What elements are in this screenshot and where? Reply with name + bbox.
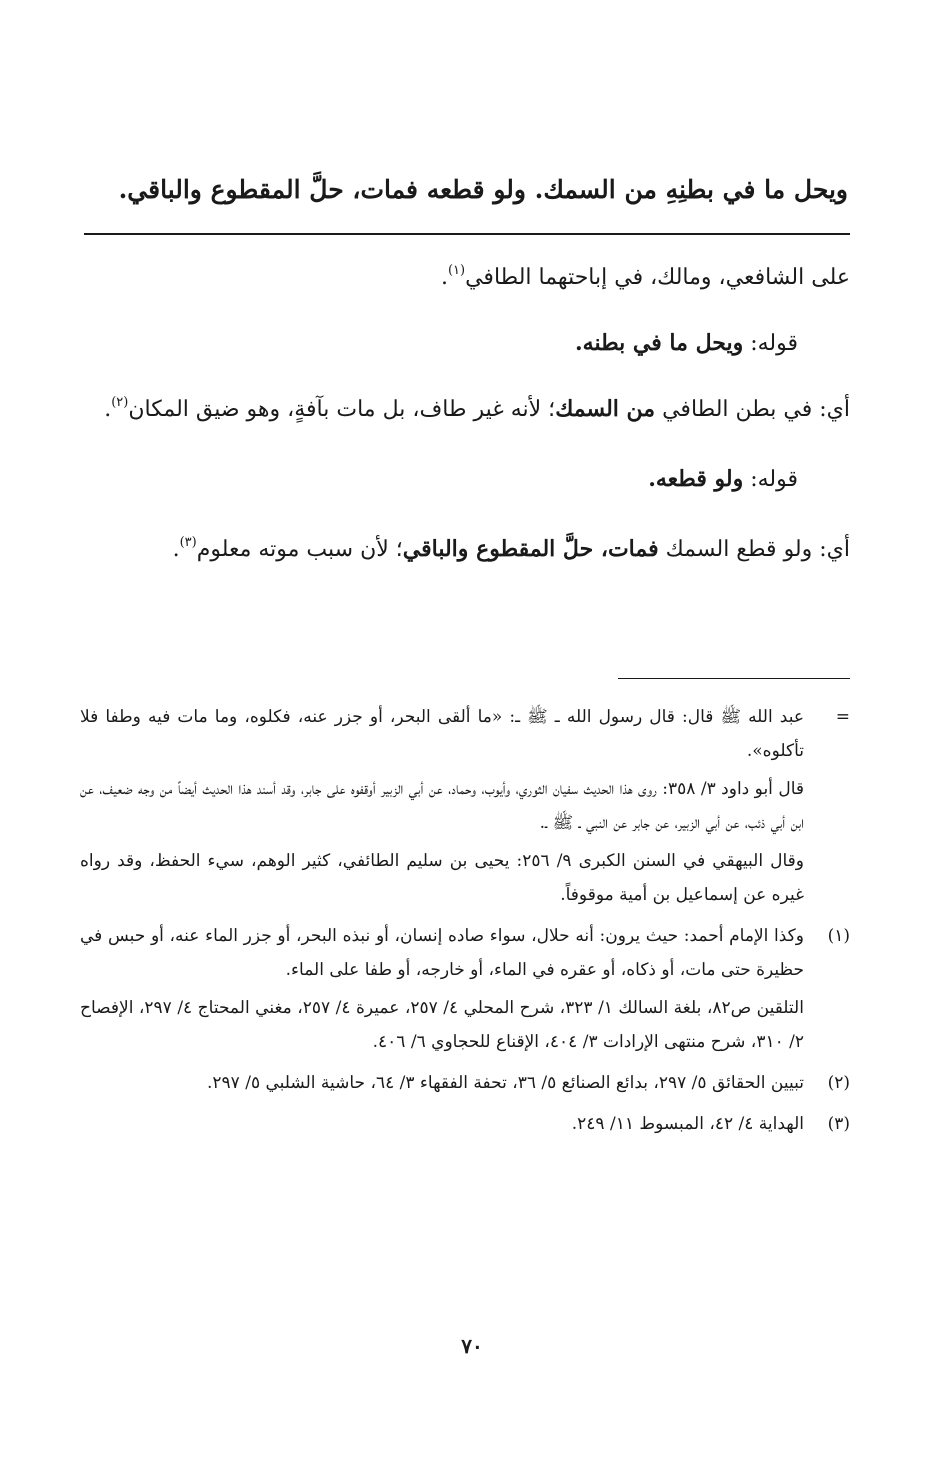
footnotes-section [80, 700, 850, 1148]
quote-bold-text: ويحل ما في بطنه. [575, 330, 744, 356]
footnote-text [80, 919, 804, 1063]
footnote-text [80, 1107, 804, 1145]
footnote-paragraph: وقال البيهقي في السنن الكبرى ٩/ ٢٥٦: يحيى بن سليم الطائفي، كثير الوهم، سيء الحفظ، وقد رواه غيره عن إسماعيل بن أمية موقوفاً. [80, 851, 804, 905]
footnote-marker: = [835, 707, 850, 727]
paragraph-end: . [104, 397, 112, 422]
footnote-text [80, 700, 804, 916]
paragraph-text: أي: في بطن الطافي [655, 397, 850, 422]
paragraph-end: . [440, 265, 448, 290]
footnote-separator-rule [618, 678, 850, 679]
footnote-text [80, 1066, 804, 1104]
commentary-paragraph-2 [80, 387, 850, 432]
paragraph-bold-text: فمات، حلَّ المقطوع والباقي [402, 536, 659, 562]
quote-label: قوله: [743, 331, 798, 356]
footnote-ref-3[interactable]: (٣) [179, 535, 197, 550]
footnote-continuation [80, 700, 850, 916]
footnote-paragraph: عبد الله ﷺ قال: قال رسول الله ـ ﷺ ـ: «ما ألقى البحر، أو جزر عنه، فكلوه، وما مات فيه وطفا فلا تأكلوه». [80, 707, 804, 761]
paragraph-text: على الشافعي، ومالك، في إباحتهما الطافي [465, 265, 850, 290]
footnote-paragraph: قال أبو داود ٣/ ٣٥٨: روى هذا الحديث سفيان الثوري، وأيوب، وحماد، عن أبي الزبير أوقفوه على جابر، وقد أسند هذا الحديث أيضاً من وجه ضعيف، عن ابن أبي ذئب، عن أبي الزبير، عن جابر عن النبي ـ ﷺ ـ. [80, 779, 805, 833]
footnote-ref-2[interactable]: (٢) [111, 395, 129, 410]
matn-separator-rule [84, 233, 850, 235]
paragraph-text: أي: ولو قطع السمك [658, 537, 850, 562]
paragraph-text: ؛ لأن سبب موته معلوم [196, 537, 403, 562]
matn-text: ويحل ما في بطنِهِ من السمك. ولو قطعه فمات، حلَّ المقطوع والباقي. [118, 175, 848, 204]
footnote-number: (٢) [827, 1073, 850, 1093]
paragraph-end: . [172, 537, 180, 562]
footnote-ref-1[interactable]: (١) [447, 263, 466, 278]
quote-heading-2 [80, 457, 850, 502]
footnote-paragraph: وكذا الإمام أحمد: حيث يرون: أنه حلال، سواء صاده إنسان، أو نبذه البحر، أو جزر الماء عنه، أو حبس في حظيرة حتى مات، أو ذكاه، أو عقره في الماء، أو خارجه، أو طفا على الماء. [80, 926, 804, 980]
footnote-paragraph: تبيين الحقائق ٥/ ٢٩٧، بدائع الصنائع ٥/ ٣٦، تحفة الفقهاء ٣/ ٦٤، حاشية الشلبي ٥/ ٢٩٧. [206, 1073, 804, 1093]
commentary-body [80, 256, 850, 572]
footnote-1 [80, 919, 850, 1063]
quote-bold-text: ولو قطعه. [648, 466, 744, 492]
paragraph-bold-text: من السمك [555, 396, 656, 422]
footnote-number: (١) [827, 926, 850, 946]
commentary-paragraph-1 [80, 256, 850, 300]
paragraph-text: ؛ لأنه غير طاف، بل مات بآفةٍ، وهو ضيق المكان [128, 397, 556, 422]
quote-heading-1 [80, 321, 850, 366]
quote-label: قوله: [743, 467, 798, 492]
footnote-2 [80, 1066, 850, 1104]
footnote-paragraph: التلقين ص٨٢، بلغة السالك ١/ ٣٢٣، شرح المحلي ٤/ ٢٥٧، عميرة ٤/ ٢٥٧، مغني المحتاج ٤/ ٢٩٧، الإفصاح ٢/ ٣١٠، شرح منتهى الإرادات ٣/ ٤٠٤، الإقناع للحجاوي ٦/ ٤٠٦. [80, 998, 804, 1052]
footnote-paragraph: الهداية ٤/ ٤٢، المبسوط ١١/ ٢٤٩. [571, 1114, 804, 1134]
footnote-number: (٣) [827, 1114, 850, 1134]
footnote-3 [80, 1107, 850, 1145]
page-number: ٧٠ [461, 1334, 483, 1358]
commentary-paragraph-3 [80, 527, 850, 572]
